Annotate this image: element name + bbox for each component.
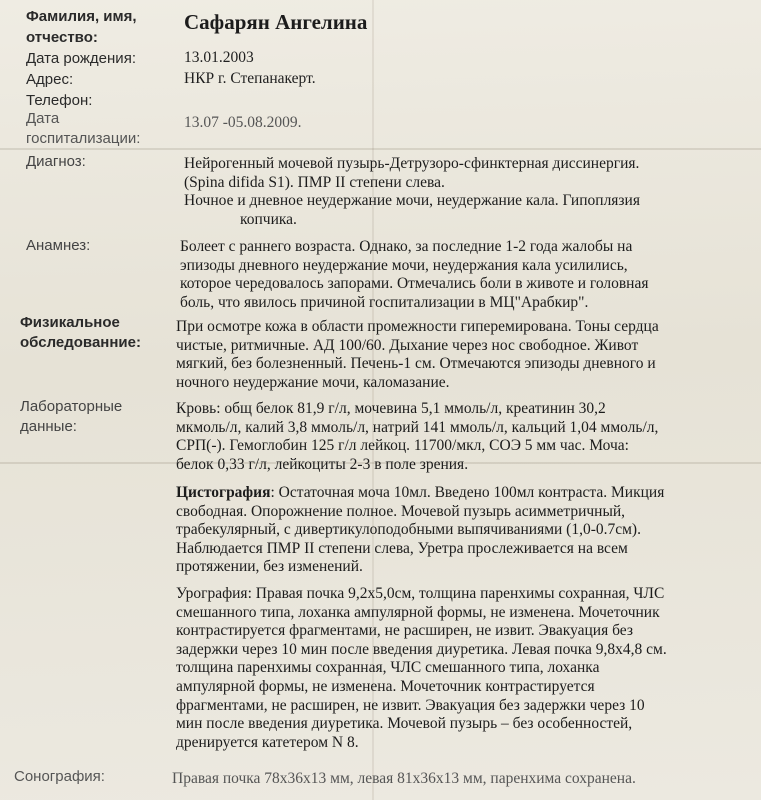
diagnosis-line: копчика. (240, 210, 297, 228)
dob-value: 13.01.2003 (184, 49, 254, 66)
physical-line: мягкий, без болезненный. Печень-1 см. Отмечаются эпизоды дневного и (176, 355, 656, 373)
uro-line: мин после введения диуретика. Мочевой пузырь – без особенностей, (176, 715, 633, 733)
urography-text (176, 585, 742, 752)
cysto-line: протяжении, без изменений. (176, 558, 363, 576)
diagnosis-line: (Spina difida S1). ПМР II степени слева. (184, 173, 445, 191)
hosp-value: 13.07 -05.08.2009. (184, 114, 302, 131)
patronymic-label: отчество: (26, 29, 98, 46)
lab-label: Лабораторные (20, 398, 123, 415)
lab-line: мкмоль/л, калий 3,8 ммоль/л, натрий 141 ммоль/л, кальций 1,04 ммоль/л, (176, 418, 659, 436)
hosp-label-2: госпитализации: (26, 130, 141, 147)
cysto-line-text: : Остаточная моча 10мл. Введено 100мл контраста. Микция (270, 484, 665, 501)
lab-line: Кровь: общ белок 81,9 г/л, мочевина 5,1 ммоль/л, креатинин 30,2 (176, 400, 606, 417)
physical-label: Физикальное (20, 314, 120, 331)
lab-label-2: данные: (20, 418, 77, 435)
cysto-line: трабекулярный, с дивертикулоподобными выпячиваниями (1,0-0.7см). (176, 521, 641, 539)
uro-line: ампулярной формы, не изменена. Мочеточник контрастируется (176, 677, 595, 695)
physical-label-2: обследованние: (20, 334, 141, 351)
cysto-line (176, 484, 742, 503)
diagnosis-line: Нейрогенный мочевой пузырь-Детрузоро-сфинктерная диссинергия. (184, 155, 640, 172)
diagnosis-line: Ночное и дневное неудержание мочи, неудержание кала. Гипоплязия (184, 192, 640, 210)
uro-line: фрагментами, не расширен, не извит. Эвакуация без задержки через 10 (176, 696, 645, 714)
name-label: Фамилия, имя, (26, 8, 137, 25)
address-label: Адрес: (26, 71, 74, 88)
paper-fold (0, 148, 761, 150)
physical-line: ночного неудержание мочи, каломазание. (176, 373, 450, 391)
anamnesis-text (180, 238, 746, 312)
physical-text (176, 318, 742, 392)
uro-line (176, 585, 742, 604)
uro-line: смешанного типа, лоханка ампулярной формы, не изменена. Мочеточник (176, 603, 660, 621)
diagnosis-label: Диагноз: (26, 153, 86, 170)
hosp-label: Дата (26, 110, 60, 127)
anamnesis-line: эпизоды дневного неудержание мочи, неудержания кала усилились, (180, 256, 628, 274)
patient-name: Сафарян Ангелина (184, 10, 368, 34)
uro-line-text: : Правая почка 9,2х5,0см, толщина паренхимы сохранная, ЧЛС (247, 585, 665, 602)
sonography-label: Сонография: (14, 768, 105, 785)
physical-line: При осмотре кожа в области промежности гиперемирована. Тоны сердца (176, 318, 659, 335)
sonography-text: Правая почка 78х36х13 мм, левая 81х36х13 мм, паренхима сохранена. (172, 770, 636, 787)
cysto-line: Наблюдается ПМР II степени слева, Уретра прослеживается на всем (176, 539, 628, 557)
uro-line: контрастируется фрагментами, не расширен, не извит. Эвакуация без (176, 622, 633, 640)
anamnesis-label: Анамнез: (26, 237, 91, 254)
cystography-text (176, 484, 742, 577)
anamnesis-line: Болеет с раннего возраста. Однако, за последние 1-2 года жалобы на (180, 238, 633, 255)
diagnosis-text (184, 155, 750, 229)
dob-label: Дата рождения: (26, 50, 136, 67)
anamnesis-line: которое чередовалось запорами. Отмечались боли в животе и головная (180, 275, 649, 293)
phone-label: Телефон: (26, 92, 93, 109)
address-value: НКР г. Степанакерт. (184, 70, 316, 87)
uro-line: толщина паренхимы сохранная, ЧЛС смешанного типа, лоханка (176, 659, 600, 677)
lab-blood-text (176, 400, 742, 474)
cystography-title: Цистография (176, 484, 271, 501)
urography-title: Урография (176, 585, 248, 602)
cysto-line: свободная. Опорожнение полное. Мочевой пузырь асимметричный, (176, 502, 626, 520)
anamnesis-line: боль, что явилось причиной госпитализации в МЦ"Арабкир". (180, 293, 589, 311)
uro-line: задержки через 10 мин после введения диуретика. Левая почка 9,8х4,8 см. (176, 640, 667, 658)
physical-line: чистые, ритмичные. АД 100/60. Дыхание через нос свободное. Живот (176, 336, 639, 354)
lab-line: белок 0,33 г/л, лейкоциты 2-3 в поле зрения. (176, 455, 469, 473)
uro-line: дренируется катетером N 8. (176, 733, 359, 751)
lab-line: СРП(-). Гемоглобин 125 г/л лейкоц. 11700/мкл, СОЭ 5 мм час. Моча: (176, 437, 629, 455)
